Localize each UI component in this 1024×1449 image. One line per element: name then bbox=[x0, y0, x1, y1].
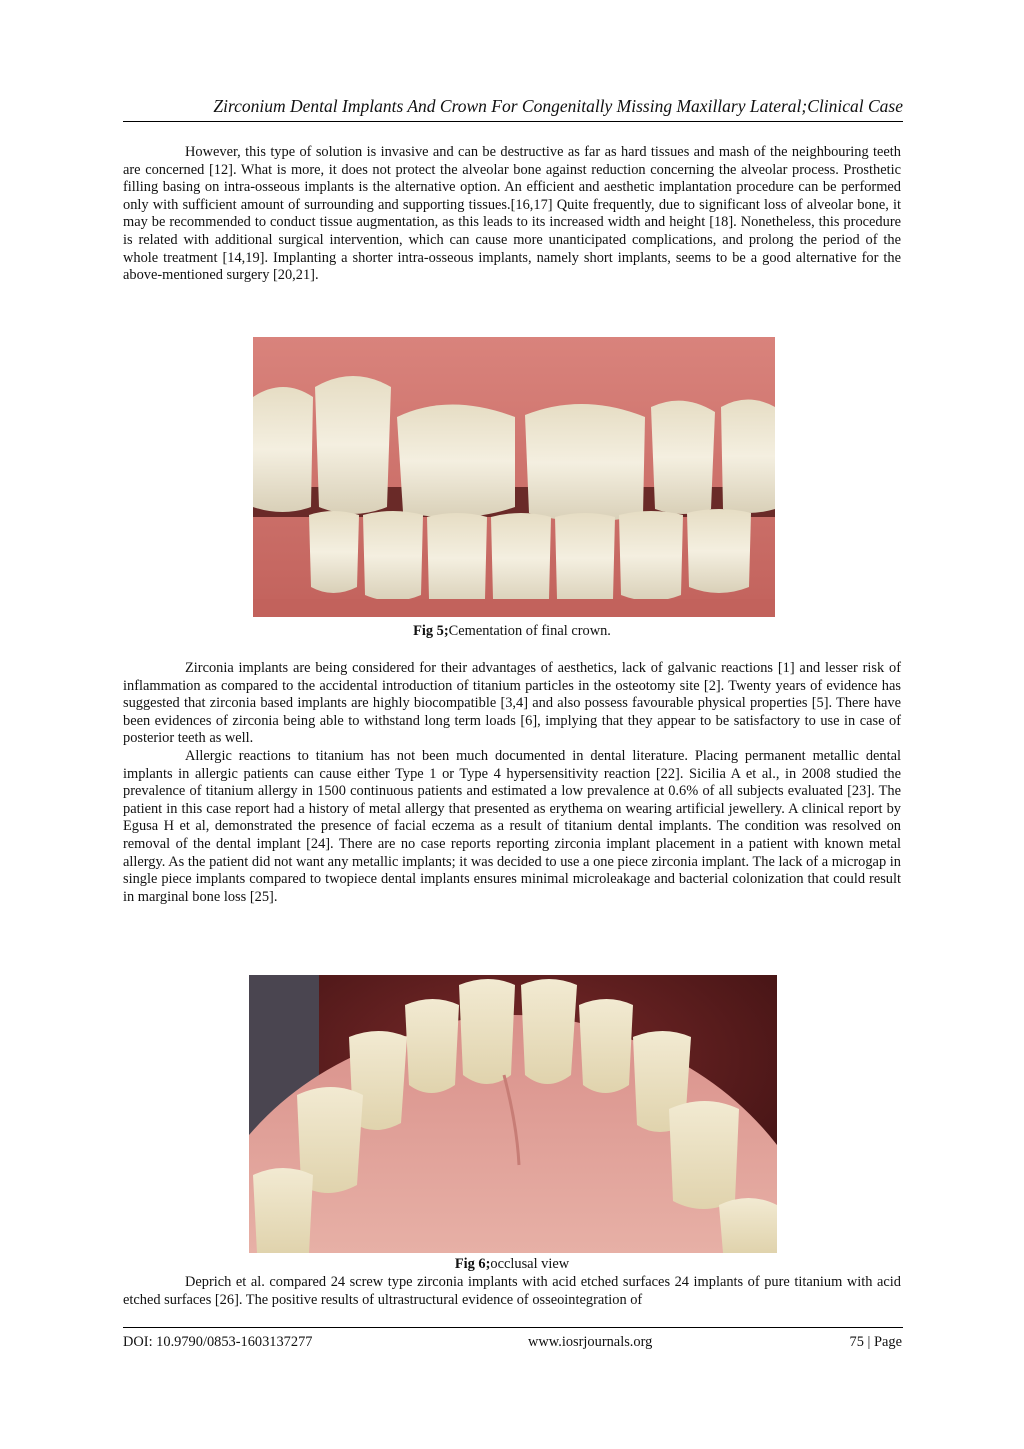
figure-6-caption-text: occlusal view bbox=[490, 1256, 570, 1272]
occlusal-teeth-photo bbox=[249, 975, 777, 1253]
header-rule bbox=[123, 121, 903, 122]
frontal-teeth-photo bbox=[253, 337, 775, 617]
figure-5-image bbox=[253, 337, 775, 617]
footer-doi: DOI: 10.9790/0853-1603137277 bbox=[123, 1334, 313, 1350]
figure-6-image bbox=[249, 975, 777, 1253]
paragraph-deprich: Deprich et al. compared 24 screw type zirconia implants with acid etched surfaces 24 implants of pure titanium with acid etched surfaces [26]. The positive results of ultrastructural evidence of osseointegration of bbox=[123, 1274, 901, 1308]
footer-rule bbox=[123, 1327, 903, 1328]
footer-page-number: 75 | Page bbox=[849, 1334, 902, 1350]
running-header: Zirconium Dental Implants And Crown For Congenitally Missing Maxillary Lateral;Clinical Case bbox=[213, 96, 903, 116]
figure-5-label: Fig 5; bbox=[413, 623, 449, 639]
paragraph-allergy: Allergic reactions to titanium has not been much documented in dental literature. Placing permanent metallic dental implants in allergic patients can cause either Type 1 or Type 4 hypersensitivity reaction [22]. Sicilia A et al., in 2008 studied the prevalence of titanium allergy in 1500 continuous patients and estimated a low prevalence at 0.6% of all subjects evaluated [23]. The patient in this case report had a history of metal allergy that presented as erythema on wearing artificial jewellery. A clinical report by Egusa H et al, demonstrated the presence of facial eczema as a result of titanium dental implants. The condition was resolved on removal of the dental implant [24]. There are no case reports reporting zirconia implant placement in a patient with known metal allergy. As the patient did not want any metallic implants; it was decided to use a one piece zirconia implant. The lack of a microgap in single piece implants compared to twopiece dental implants ensures minimal microleakage and bacterial colonization that could result in marginal bone loss [25]. bbox=[123, 748, 901, 905]
figure-6-label: Fig 6; bbox=[454, 1256, 491, 1272]
figure-6-caption bbox=[123, 1255, 901, 1273]
paragraph-zirconia: Zirconia implants are being considered for their advantages of aesthetics, lack of galvanic reactions [1] and lesser risk of inflammation as compared to the accidental introduction of titanium particles in the osteotomy site [2]. Twenty years of evidence has suggested that zirconia based implants are highly biocompatible [3,4] and also possess favourable physical properties [5]. There have been evidences of zirconia being able to withstand long term loads [6], implying that they appear to be satisfactory to use in case of posterior teeth as well. bbox=[123, 660, 901, 747]
footer-website: www.iosrjournals.org bbox=[528, 1334, 653, 1350]
paragraph-intro: However, this type of solution is invasive and can be destructive as far as hard tissues and mash of the neighbouring teeth are concerned [12]. What is more, it does not protect the alveolar bone against reduction concerning the alveolar process. Prosthetic filling basing on intra-osseous implants is the alternative option. An efficient and aesthetic implantation procedure can be performed only with sufficient amount of surrounding and supporting tissues.[16,17] Quite frequently, due to significant loss of alveolar bone, it may be recommended to conduct tissue augmentation, as this leads to its increased width and height [18]. Nonetheless, this procedure is related with additional surgical intervention, which can cause more unanticipated complications, and prolong the period of the whole treatment [14,19]. Implanting a shorter intra-osseous implants, namely short implants, seems to be a good alternative for the above-mentioned surgery [20,21]. bbox=[123, 144, 901, 284]
figure-5-caption bbox=[123, 622, 901, 640]
figure-5-caption-text: Cementation of final crown. bbox=[448, 623, 611, 639]
